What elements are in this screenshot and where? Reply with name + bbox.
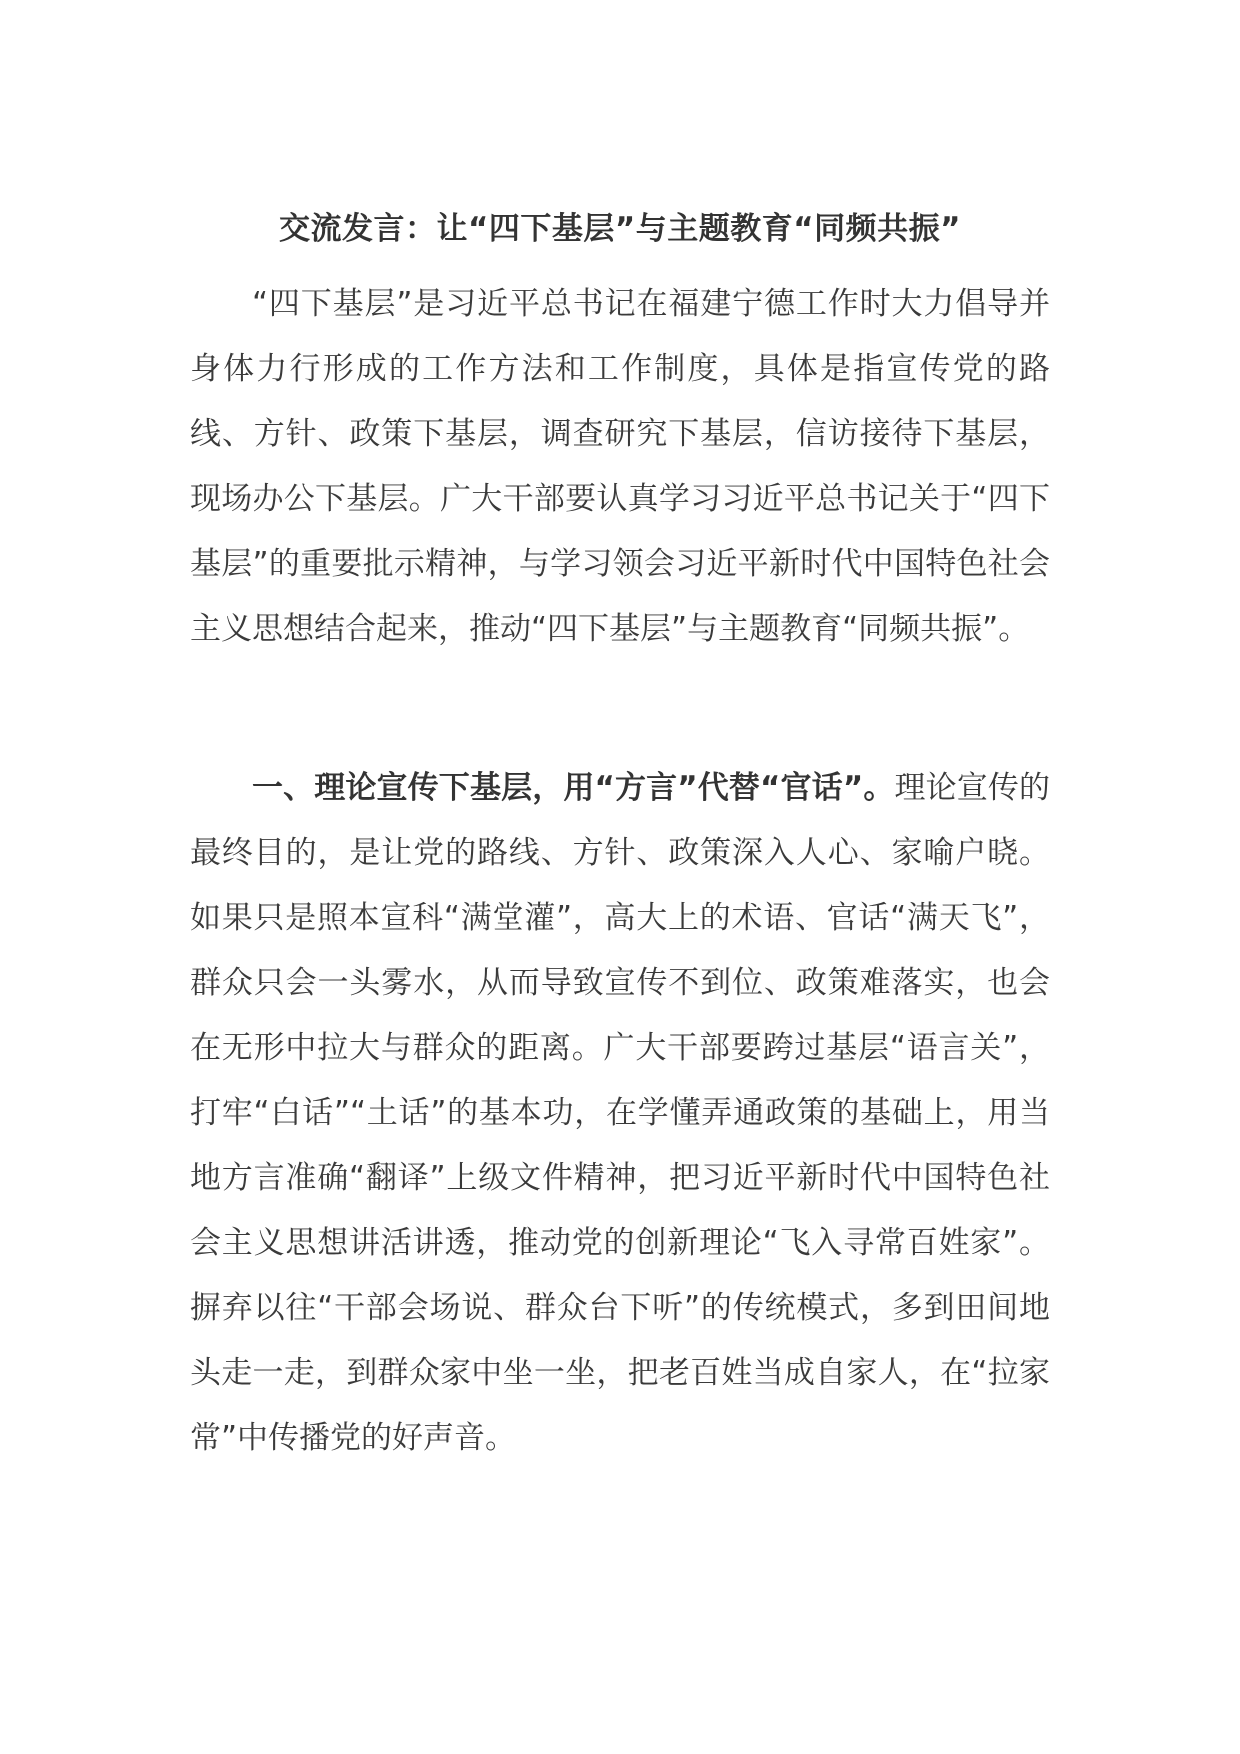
intro-paragraph: “四下基层”是习近平总书记在福建宁德工作时大力倡导并身体力行形成的工作方法和工作制度，具体是指宣传党的路线、方针、政策下基层，调查研究下基层，信访接待下基层，现场办公下基层。广大干部要认真学习习近平总书记关于“四下基层”的重要批示精神，与学习领会习近平新时代中国特色社会主义思想结合起来，推动“四下基层”与主题教育“同频共振”。	[190, 286, 1050, 647]
document-title: 交流发言：让“四下基层”与主题教育“同频共振”	[279, 211, 961, 247]
section-1-paragraph	[190, 756, 1050, 1471]
section-1-body: 理论宣传的最终目的，是让党的路线、方针、政策深入人心、家喻户晓。如果只是照本宣科“满堂灌”，高大上的术语、官话“满天飞”，群众只会一头雾水，从而导致宣传不到位、政策难落实，也会在无形中拉大与群众的距离。广大干部要跨过基层“语言关”，打牢“白话”“土话”的基本功，在学懂弄通政策的基础上，用当地方言准确“翻译”上级文件精神，把习近平新时代中国特色社会主义思想讲活讲透，推动党的创新理论“飞入寻常百姓家”。摒弃以往“干部会场说、群众台下听”的传统模式，多到田间地头走一走，到群众家中坐一坐，把老百姓当成自家人，在“拉家常”中传播党的好声音。	[190, 770, 1051, 1456]
section-1-heading: 一、理论宣传下基层，用“方言”代替“官话”。	[252, 770, 895, 806]
